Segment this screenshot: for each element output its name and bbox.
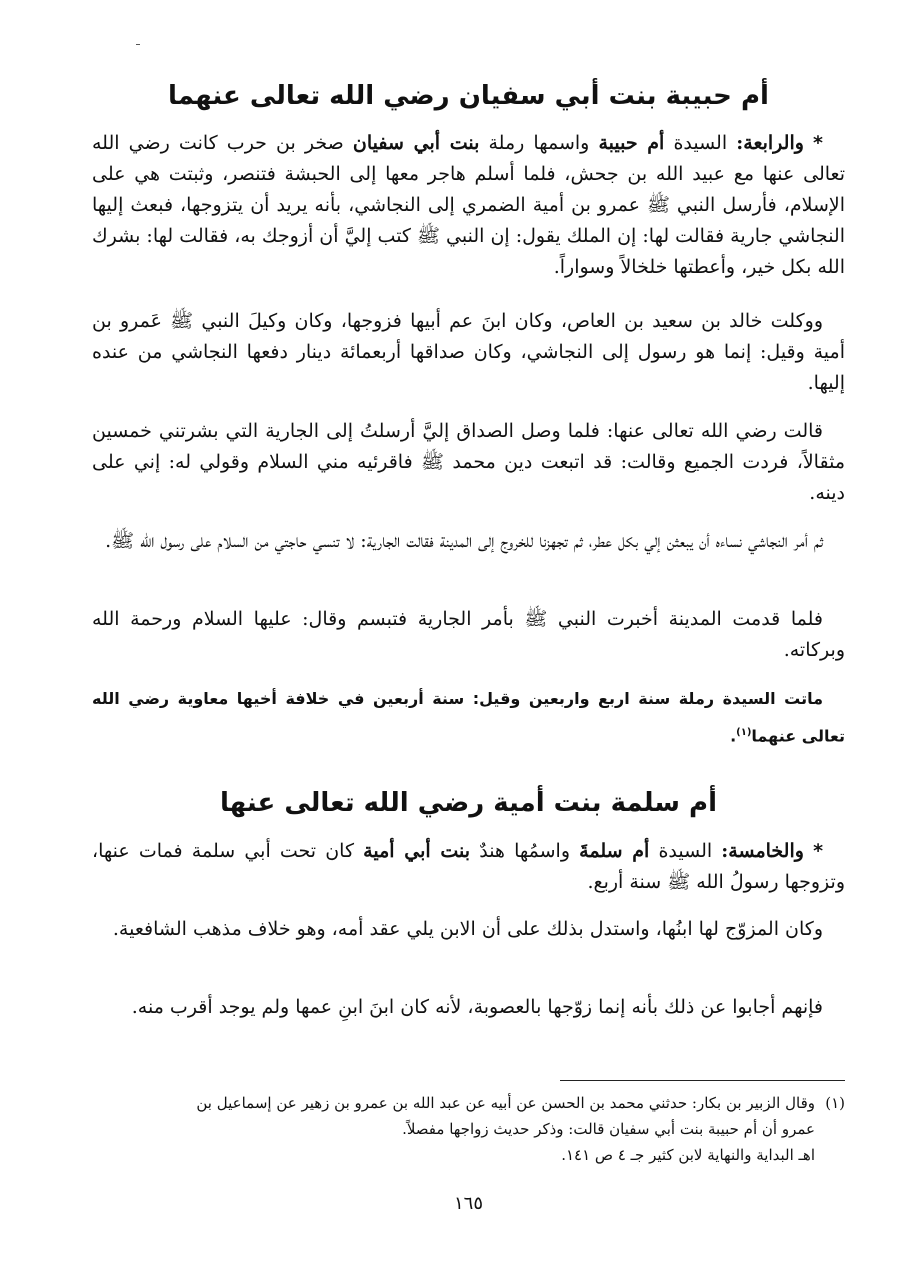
star-marker: * [813,840,824,862]
paragraph-1-4: ثم أمر النجاشي نساءه أن يبعثن إلي بكل عطر، ثم تجهزنا للخروج إلى المدينة فقالت الجارية: لا تنسي حاجتي من السلام على رسول الله ﷺ. [105,530,823,552]
ordinal-label: والرابعة: [736,132,804,154]
footnote-1: (١)وقال الزبير بن بكار: حدثني محمد بن الحسن عن أبيه عن عبد الله بن عمرو بن زهير عن إسماعيل بن [92,1090,845,1116]
paragraph-2-2: وكان المزوّج لها ابنُها، واستدل بذلك على أن الابن يلي عقد أمه، وهو خلاف مذهب الشافعية. [112,918,823,940]
footnote-ref[interactable]: (١) [736,727,752,738]
paragraph-1-3: قالت رضي الله تعالى عنها: فلما وصل الصداق إليَّ أرسلتُ إلى الجارية التي بشرتني خمسين مثقالاً، فردت الجميع وقالت: قد اتبعت دين محمد ﷺ فاقرئيه مني السلام وقولي له: إني على دينه. [92,420,845,504]
ordinal-label: والخامسة: [721,840,804,862]
paragraph-1-2: ووكلت خالد بن سعيد بن العاص، وكان ابنَ عم أبيها فزوجها، وكان وكيلَ النبي ﷺ عَمرو بن أمية وقيل: إنما هو رسول إلى النجاشي، وكان صداقها أربعمائة دينار دفعها النجاشي من عنده إليها. [92,310,845,394]
footnote-number: (١) [825,1094,845,1112]
scan-mark [136,44,140,45]
footnote-divider [560,1080,845,1081]
death-note-paragraph: ماتت السيدة رملة سنة اربع واربعين وقيل: سنة أربعين في خلافة أخيها معاوية رضي الله تعالى عنهما$^{(١)}$. [92,689,845,746]
page-number: ١٦٥ [453,1193,483,1214]
footnotes [92,1090,845,1168]
section-title-umm-salama: أم سلمة بنت أمية رضي الله تعالى عنها [219,788,718,818]
person-name: أم سلمةَ [579,840,650,862]
father-name: بنت أبي أمية [363,840,471,862]
star-marker: * [813,132,823,154]
person-name: أم حبيبة [598,132,665,154]
paragraph-2-1: * والخامسة: السيدة أم سلمةَ واسمُها هندٌ بنت أبي أمية كان تحت أبي سلمة فمات عنها، وتزوجها رسولُ الله ﷺ سنة أربع. [92,840,845,893]
section-title-umm-habiba: أم حبيبة بنت أبي سفيان رضي الله تعالى عنهما [168,81,769,111]
footnote-1-continued: عمرو أن أم حبيبة بنت أبي سفيان قالت: وذكر حديث زواجها مفصلاً. [402,1120,815,1138]
paragraph-1-5: فلما قدمت المدينة أخبرت النبي ﷺ بأمر الجارية فتبسم وقال: عليها السلام ورحمة الله وبركاته. [92,608,845,661]
paragraph-1-1: * والرابعة: السيدة أم حبيبة واسمها رملة بنت أبي سفيان صخر بن حرب كانت رضي الله تعالى عنها مع عبيد الله بن جحش، فلما أسلم هاجر معها إلى الحبشة فتنصر، وثبتت هي على الإسلام، فأرسل النبي ﷺ عمرو بن أمية الضمري إلى النجاشي، بأنه يريد أن يتزوجها، فبعث إليها النجاشي جارية فقالت لها: إن الملك يقول: إن النبي ﷺ كتب إليَّ أن أزوجك به، فقالت لها: بشرك الله بكل خير، وأعطتها خلخالاً وسواراً. [92,132,845,278]
footnote-1-source: اهـ البداية والنهاية لابن كثير جـ ٤ ص ١٤١. [561,1146,815,1164]
book-page [92,0,845,1265]
father-name: بنت أبي سفيان [352,132,480,154]
paragraph-2-3: فإنهم أجابوا عن ذلك بأنه إنما زوّجها بالعصوبة، لأنه كان ابنَ ابنِ عمها ولم يوجد أقرب منه. [131,996,823,1018]
